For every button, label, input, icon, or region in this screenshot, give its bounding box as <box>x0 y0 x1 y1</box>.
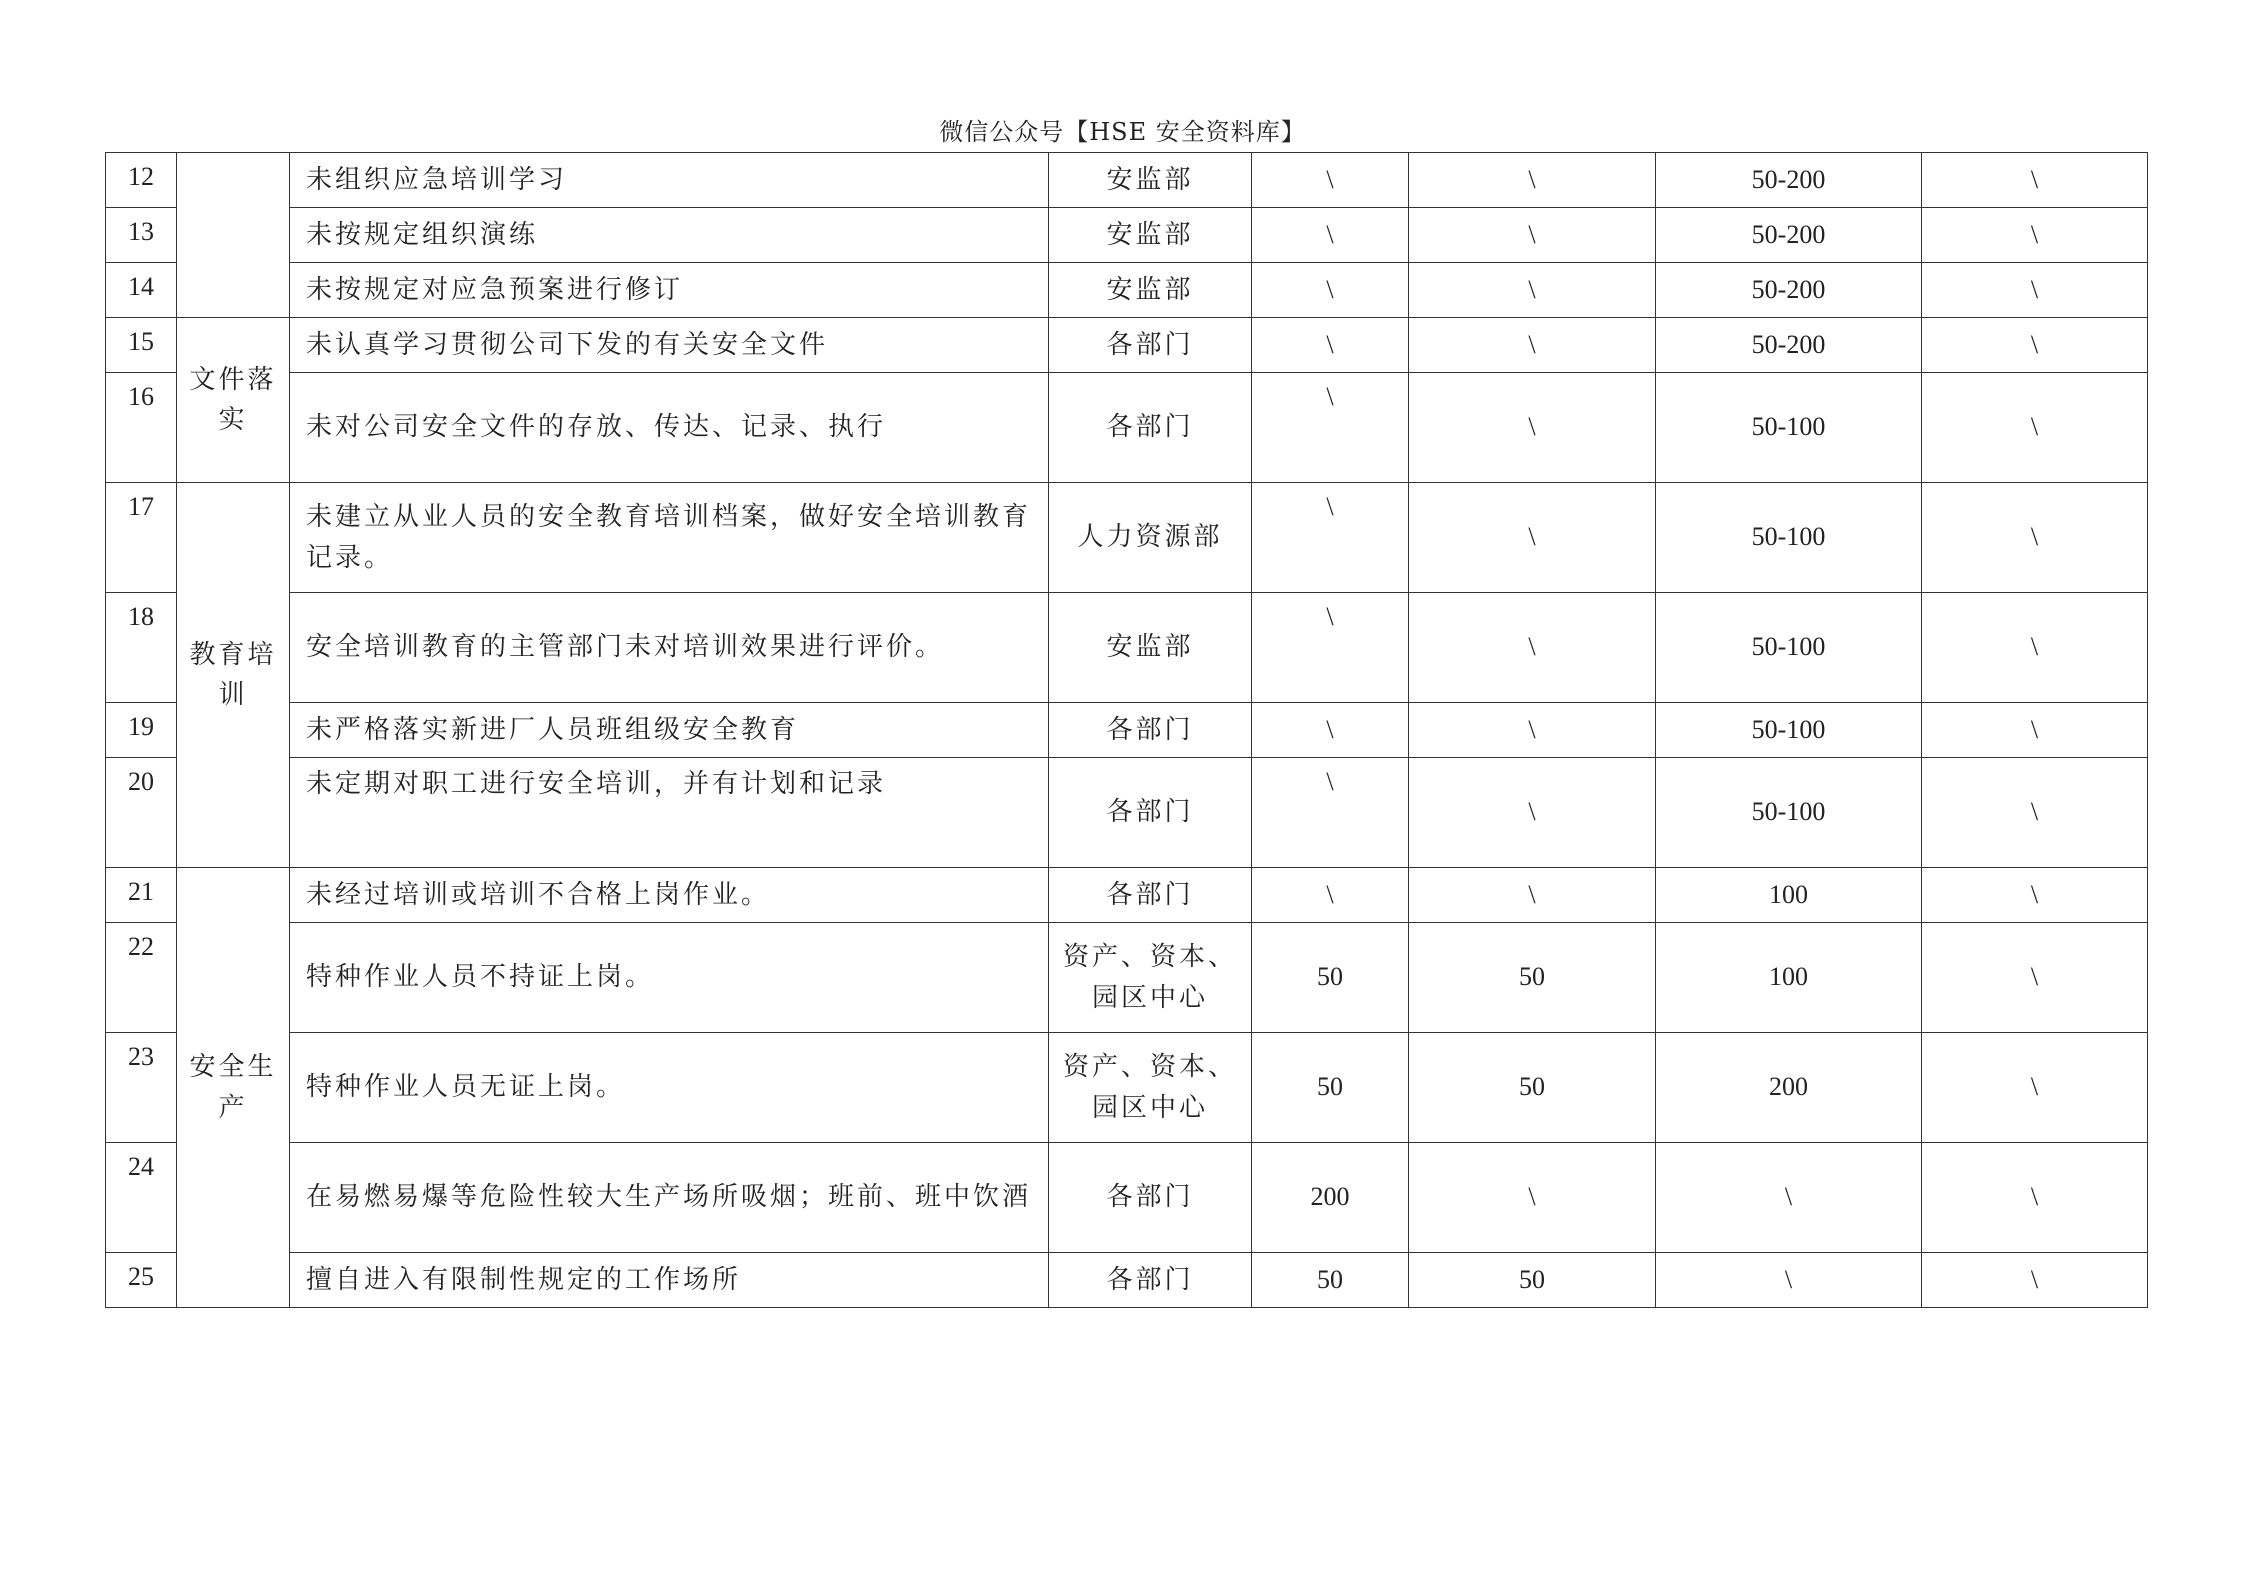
violation-description: 特种作业人员不持证上岗。 <box>290 923 1049 1033</box>
responsible-department: 各部门 <box>1049 1253 1252 1308</box>
penalty-a-value: \ <box>1252 318 1409 373</box>
penalty-a-value: \ <box>1252 483 1409 593</box>
responsible-department: 人力资源部 <box>1049 483 1252 593</box>
penalty-c-value: 50-100 <box>1656 373 1922 483</box>
violation-description: 擅自进入有限制性规定的工作场所 <box>290 1253 1049 1308</box>
penalty-d-value: \ <box>1922 593 2148 703</box>
responsible-department: 各部门 <box>1049 703 1252 758</box>
row-number: 23 <box>106 1033 177 1143</box>
penalty-a-value: 50 <box>1252 1033 1409 1143</box>
penalty-c-value: 50-200 <box>1656 153 1922 208</box>
penalty-b-value: \ <box>1409 593 1656 703</box>
penalty-d-value: \ <box>1922 1033 2148 1143</box>
page-header: 微信公众号【HSE 安全资料库】 <box>939 118 1306 146</box>
penalty-b-value: 50 <box>1409 1033 1656 1143</box>
penalty-table <box>105 152 2148 1308</box>
violation-description: 未严格落实新进厂人员班组级安全教育 <box>290 703 1049 758</box>
penalty-d-value: \ <box>1922 208 2148 263</box>
penalty-d-value: \ <box>1922 1143 2148 1253</box>
responsible-department: 各部门 <box>1049 318 1252 373</box>
responsible-department: 安监部 <box>1049 153 1252 208</box>
violation-description: 未建立从业人员的安全教育培训档案，做好安全培训教育记录。 <box>290 483 1049 593</box>
penalty-b-value: \ <box>1409 1143 1656 1253</box>
penalty-a-value: \ <box>1252 703 1409 758</box>
responsible-department: 安监部 <box>1049 593 1252 703</box>
violation-description: 未组织应急培训学习 <box>290 153 1049 208</box>
row-number: 20 <box>106 758 177 868</box>
table-row <box>106 1253 2148 1308</box>
penalty-c-value: 50-100 <box>1656 758 1922 868</box>
penalty-b-value: \ <box>1409 263 1656 318</box>
penalty-c-value: 50-200 <box>1656 208 1922 263</box>
table-row <box>106 153 2148 208</box>
penalty-c-value: 100 <box>1656 923 1922 1033</box>
table-row <box>106 318 2148 373</box>
violation-description: 未对公司安全文件的存放、传达、记录、执行 <box>290 373 1049 483</box>
table-row <box>106 868 2148 923</box>
table-row <box>106 263 2148 318</box>
penalty-b-value: \ <box>1409 758 1656 868</box>
responsible-department: 安监部 <box>1049 208 1252 263</box>
penalty-b-value: 50 <box>1409 923 1656 1033</box>
penalty-d-value: \ <box>1922 263 2148 318</box>
category-cell <box>177 153 290 318</box>
penalty-c-value: 200 <box>1656 1033 1922 1143</box>
penalty-d-value: \ <box>1922 868 2148 923</box>
table-row <box>106 593 2148 703</box>
penalty-b-value: 50 <box>1409 1253 1656 1308</box>
row-number: 16 <box>106 373 177 483</box>
row-number: 13 <box>106 208 177 263</box>
penalty-a-value: \ <box>1252 868 1409 923</box>
table-row <box>106 703 2148 758</box>
row-number: 14 <box>106 263 177 318</box>
penalty-c-value: 100 <box>1656 868 1922 923</box>
responsible-department: 各部门 <box>1049 373 1252 483</box>
penalty-d-value: \ <box>1922 1253 2148 1308</box>
penalty-c-value: 50-200 <box>1656 263 1922 318</box>
violation-description: 未按规定对应急预案进行修订 <box>290 263 1049 318</box>
row-number: 24 <box>106 1143 177 1253</box>
penalty-b-value: \ <box>1409 208 1656 263</box>
penalty-c-value: 50-100 <box>1656 593 1922 703</box>
penalty-d-value: \ <box>1922 758 2148 868</box>
row-number: 18 <box>106 593 177 703</box>
violation-description: 未认真学习贯彻公司下发的有关安全文件 <box>290 318 1049 373</box>
row-number: 17 <box>106 483 177 593</box>
penalty-a-value: \ <box>1252 208 1409 263</box>
violation-description: 未定期对职工进行安全培训，并有计划和记录 <box>290 758 1049 868</box>
penalty-b-value: \ <box>1409 373 1656 483</box>
penalty-a-value: \ <box>1252 263 1409 318</box>
penalty-b-value: \ <box>1409 868 1656 923</box>
penalty-a-value: 50 <box>1252 1253 1409 1308</box>
table-row <box>106 373 2148 483</box>
row-number: 25 <box>106 1253 177 1308</box>
penalty-c-value: 50-100 <box>1656 703 1922 758</box>
penalty-a-value: 50 <box>1252 923 1409 1033</box>
violation-description: 未按规定组织演练 <box>290 208 1049 263</box>
violation-description: 安全培训教育的主管部门未对培训效果进行评价。 <box>290 593 1049 703</box>
category-cell: 文件落实 <box>177 318 290 483</box>
penalty-d-value: \ <box>1922 153 2148 208</box>
penalty-a-value: 200 <box>1252 1143 1409 1253</box>
responsible-department: 资产、资本、园区中心 <box>1049 1033 1252 1143</box>
row-number: 12 <box>106 153 177 208</box>
penalty-d-value: \ <box>1922 373 2148 483</box>
table-row <box>106 483 2148 593</box>
penalty-b-value: \ <box>1409 318 1656 373</box>
penalty-a-value: \ <box>1252 593 1409 703</box>
penalty-d-value: \ <box>1922 703 2148 758</box>
category-cell: 教育培训 <box>177 483 290 868</box>
penalty-b-value: \ <box>1409 703 1656 758</box>
violation-description: 在易燃易爆等危险性较大生产场所吸烟；班前、班中饮酒 <box>290 1143 1049 1253</box>
penalty-a-value: \ <box>1252 153 1409 208</box>
table-row <box>106 758 2148 868</box>
row-number: 15 <box>106 318 177 373</box>
table-row <box>106 1033 2148 1143</box>
responsible-department: 各部门 <box>1049 758 1252 868</box>
penalty-a-value: \ <box>1252 758 1409 868</box>
penalty-d-value: \ <box>1922 318 2148 373</box>
penalty-c-value: 50-100 <box>1656 483 1922 593</box>
table-row <box>106 1143 2148 1253</box>
penalty-b-value: \ <box>1409 483 1656 593</box>
table-body <box>106 153 2148 1308</box>
violation-description: 未经过培训或培训不合格上岗作业。 <box>290 868 1049 923</box>
penalty-c-value: \ <box>1656 1253 1922 1308</box>
penalty-c-value: 50-200 <box>1656 318 1922 373</box>
responsible-department: 安监部 <box>1049 263 1252 318</box>
penalty-c-value: \ <box>1656 1143 1922 1253</box>
penalty-d-value: \ <box>1922 923 2148 1033</box>
violation-description: 特种作业人员无证上岗。 <box>290 1033 1049 1143</box>
penalty-d-value: \ <box>1922 483 2148 593</box>
penalty-b-value: \ <box>1409 153 1656 208</box>
penalty-a-value: \ <box>1252 373 1409 483</box>
row-number: 21 <box>106 868 177 923</box>
table-row <box>106 923 2148 1033</box>
row-number: 22 <box>106 923 177 1033</box>
responsible-department: 各部门 <box>1049 1143 1252 1253</box>
responsible-department: 各部门 <box>1049 868 1252 923</box>
category-cell: 安全生产 <box>177 868 290 1308</box>
responsible-department: 资产、资本、园区中心 <box>1049 923 1252 1033</box>
table-row <box>106 208 2148 263</box>
row-number: 19 <box>106 703 177 758</box>
